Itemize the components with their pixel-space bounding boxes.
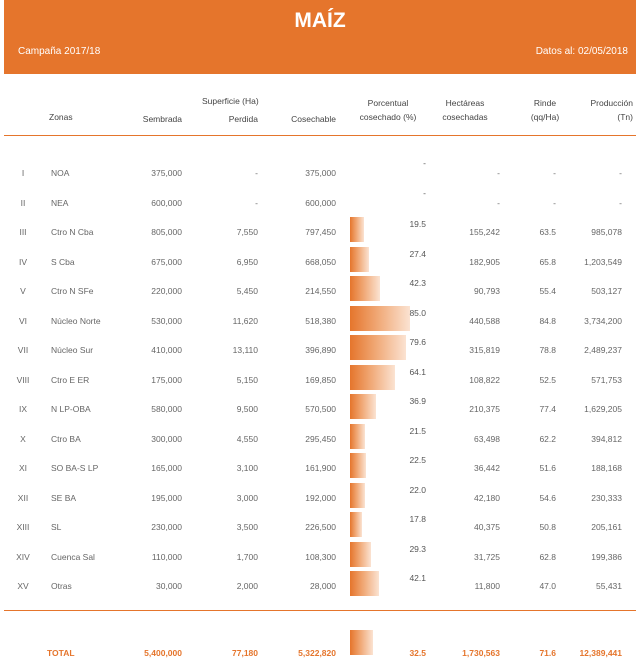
perdida-value: 7,550 — [236, 227, 258, 237]
report-header — [4, 0, 636, 74]
header-cosechable: Cosechable — [291, 114, 336, 124]
produccion-value: 205,161 — [591, 522, 622, 532]
hectareas-value: 315,819 — [469, 345, 500, 355]
zone-number: XI — [18, 463, 28, 473]
produccion-value: 55,431 — [596, 581, 622, 591]
pct-value: 42.3 — [409, 278, 426, 288]
cosechable-value: 28,000 — [310, 581, 336, 591]
cosechable-value: 169,850 — [305, 375, 336, 385]
header-zonas: Zonas — [49, 112, 73, 122]
hectareas-value: 42,180 — [474, 493, 500, 503]
perdida-value: 5,150 — [236, 375, 258, 385]
page-title: MAÍZ — [294, 9, 346, 32]
rinde-value: 47.0 — [539, 581, 556, 591]
rinde-value: 55.4 — [539, 286, 556, 296]
cosechable-value: 600,000 — [305, 198, 336, 208]
zone-name: NEA — [51, 198, 69, 208]
pct-value: - — [423, 188, 426, 198]
sembrada-value: 600,000 — [151, 198, 182, 208]
header-perdida: Perdida — [228, 114, 258, 124]
total-rinde: 71.6 — [539, 648, 556, 658]
rinde-value: 78.8 — [539, 345, 556, 355]
perdida-value: 3,500 — [236, 522, 258, 532]
zone-name: SL — [51, 522, 62, 532]
sembrada-value: 675,000 — [151, 257, 182, 267]
total-produccion: 12,389,441 — [579, 648, 622, 658]
cosechable-value: 797,450 — [305, 227, 336, 237]
rinde-value: - — [553, 168, 556, 178]
sembrada-value: 175,000 — [151, 375, 182, 385]
zone-name: Núcleo Sur — [51, 345, 94, 355]
rinde-value: 50.8 — [539, 522, 556, 532]
rinde-value: 63.5 — [539, 227, 556, 237]
rinde-value: 52.5 — [539, 375, 556, 385]
hectareas-value: 63,498 — [474, 434, 500, 444]
campaign-label: Campaña 2017/18 — [18, 46, 101, 57]
pct-value: 64.1 — [409, 367, 426, 377]
hectareas-value: 440,588 — [469, 316, 500, 326]
produccion-value: 985,078 — [591, 227, 622, 237]
sembrada-value: 165,000 — [151, 463, 182, 473]
zone-number: V — [20, 286, 26, 296]
cosechable-value: 161,900 — [305, 463, 336, 473]
hectareas-value: 155,242 — [469, 227, 500, 237]
perdida-value: 2,000 — [236, 581, 258, 591]
zone-name: S Cba — [51, 257, 75, 267]
rinde-value: 65.8 — [539, 257, 556, 267]
zone-name: Núcleo Norte — [51, 316, 101, 326]
pct-value: 36.9 — [409, 396, 426, 406]
perdida-value: 5,450 — [236, 286, 258, 296]
zone-number: IX — [18, 404, 28, 414]
perdida-value: 4,550 — [236, 434, 258, 444]
pct-value: 21.5 — [409, 426, 426, 436]
header-produccion: Producción — [590, 98, 633, 108]
cosechable-value: 518,380 — [305, 316, 336, 326]
sembrada-value: 110,000 — [151, 552, 182, 562]
zone-number: XIII — [16, 522, 30, 532]
produccion-value: 571,753 — [591, 375, 622, 385]
header-separator — [4, 135, 636, 136]
zone-number: IV — [18, 257, 28, 267]
pct-value: 79.6 — [409, 337, 426, 347]
zone-number: XII — [17, 493, 29, 503]
zone-number: II — [20, 198, 26, 208]
zone-number: VII — [17, 345, 29, 355]
header-rinde: Rinde — [533, 98, 557, 108]
hectareas-value: 90,793 — [474, 286, 500, 296]
cosechable-value: 214,550 — [305, 286, 336, 296]
header-produccion-unit: (Tn) — [617, 112, 633, 122]
sembrada-value: 30,000 — [156, 581, 182, 591]
produccion-value: - — [619, 168, 622, 178]
cosechable-value: 108,300 — [305, 552, 336, 562]
perdida-value: 6,950 — [236, 257, 258, 267]
cosechable-value: 570,500 — [305, 404, 336, 414]
perdida-value: 9,500 — [236, 404, 258, 414]
rinde-value: 62.8 — [539, 552, 556, 562]
data-date: Datos al: 02/05/2018 — [535, 46, 628, 57]
produccion-value: - — [619, 198, 622, 208]
zone-name: SE BA — [51, 493, 77, 503]
header-porcentual: Porcentual — [367, 98, 409, 108]
rinde-value: 54.6 — [539, 493, 556, 503]
sembrada-value: 230,000 — [151, 522, 182, 532]
hectareas-value: - — [497, 198, 500, 208]
pct-value: - — [423, 158, 426, 168]
hectareas-value: 31,725 — [474, 552, 500, 562]
zone-number: XIV — [16, 552, 30, 562]
zone-number: X — [20, 434, 26, 444]
zone-number: III — [19, 227, 27, 237]
total-sembrada: 5,400,000 — [144, 648, 182, 658]
zone-name: Otras — [51, 581, 72, 591]
perdida-value: 3,000 — [236, 493, 258, 503]
sembrada-value: 530,000 — [151, 316, 182, 326]
hectareas-value: 36,442 — [474, 463, 500, 473]
zone-name: SO BA-S LP — [51, 463, 99, 473]
produccion-value: 199,386 — [591, 552, 622, 562]
pct-value: 17.8 — [409, 514, 426, 524]
total-cosechable: 5,322,820 — [298, 648, 336, 658]
hectareas-value: 40,375 — [474, 522, 500, 532]
total-hectareas: 1,730,563 — [462, 648, 500, 658]
header-cosechado: cosechado (%) — [359, 112, 417, 122]
produccion-value: 1,203,549 — [584, 257, 622, 267]
zone-name: Cuenca Sal — [51, 552, 95, 562]
zone-number: I — [21, 168, 25, 178]
sembrada-value: 220,000 — [151, 286, 182, 296]
perdida-value: 3,100 — [236, 463, 258, 473]
zone-name: Ctro E ER — [51, 375, 90, 385]
cosechable-value: 668,050 — [305, 257, 336, 267]
total-label: TOTAL — [47, 648, 75, 658]
pct-value: 19.5 — [409, 219, 426, 229]
zone-name: NOA — [51, 168, 70, 178]
rinde-value: 51.6 — [539, 463, 556, 473]
sembrada-value: 375,000 — [151, 168, 182, 178]
total-pct: 32.5 — [409, 648, 426, 658]
zone-name: Ctro N Cba — [51, 227, 94, 237]
header-rinde-unit: (qq/Ha) — [530, 112, 560, 122]
pct-value: 42.1 — [409, 573, 426, 583]
total-perdida: 77,180 — [232, 648, 258, 658]
zone-name: N LP-OBA — [51, 404, 91, 414]
header-hectareas: Hectáreas — [445, 98, 485, 108]
perdida-value: 1,700 — [236, 552, 258, 562]
hectareas-value: 210,375 — [469, 404, 500, 414]
produccion-value: 230,333 — [591, 493, 622, 503]
pct-value: 22.5 — [409, 455, 426, 465]
rinde-value: 84.8 — [539, 316, 556, 326]
cosechable-value: 192,000 — [305, 493, 336, 503]
sembrada-value: 805,000 — [151, 227, 182, 237]
produccion-value: 503,127 — [591, 286, 622, 296]
produccion-value: 3,734,200 — [584, 316, 622, 326]
produccion-value: 188,168 — [591, 463, 622, 473]
pct-value: 85.0 — [409, 308, 426, 318]
hectareas-value: 11,800 — [474, 581, 500, 591]
zone-number: VIII — [16, 375, 30, 385]
zone-name: Ctro BA — [51, 434, 81, 444]
hectareas-value: 108,822 — [469, 375, 500, 385]
sembrada-value: 580,000 — [151, 404, 182, 414]
sembrada-value: 300,000 — [151, 434, 182, 444]
pct-value: 29.3 — [409, 544, 426, 554]
cosechable-value: 375,000 — [305, 168, 336, 178]
zone-number: XV — [17, 581, 29, 591]
pct-value: 27.4 — [409, 249, 426, 259]
header-sembrada: Sembrada — [142, 114, 182, 124]
total-separator — [4, 610, 636, 611]
cosechable-value: 226,500 — [305, 522, 336, 532]
header-cosechadas: cosechadas — [442, 112, 488, 122]
perdida-value: - — [255, 198, 258, 208]
hectareas-value: 182,905 — [469, 257, 500, 267]
sembrada-value: 195,000 — [151, 493, 182, 503]
perdida-value: - — [255, 168, 258, 178]
header-superficie: Superficie (Ha) — [202, 96, 259, 106]
rinde-value: 77.4 — [539, 404, 556, 414]
produccion-value: 394,812 — [591, 434, 622, 444]
perdida-value: 11,620 — [232, 316, 258, 326]
zone-number: VI — [18, 316, 28, 326]
perdida-value: 13,110 — [232, 345, 258, 355]
rinde-value: - — [553, 198, 556, 208]
produccion-value: 2,489,237 — [584, 345, 622, 355]
zone-name: Ctro N SFe — [51, 286, 94, 296]
pct-value: 22.0 — [409, 485, 426, 495]
hectareas-value: - — [497, 168, 500, 178]
produccion-value: 1,629,205 — [584, 404, 622, 414]
rinde-value: 62.2 — [539, 434, 556, 444]
cosechable-value: 295,450 — [305, 434, 336, 444]
sembrada-value: 410,000 — [151, 345, 182, 355]
cosechable-value: 396,890 — [305, 345, 336, 355]
